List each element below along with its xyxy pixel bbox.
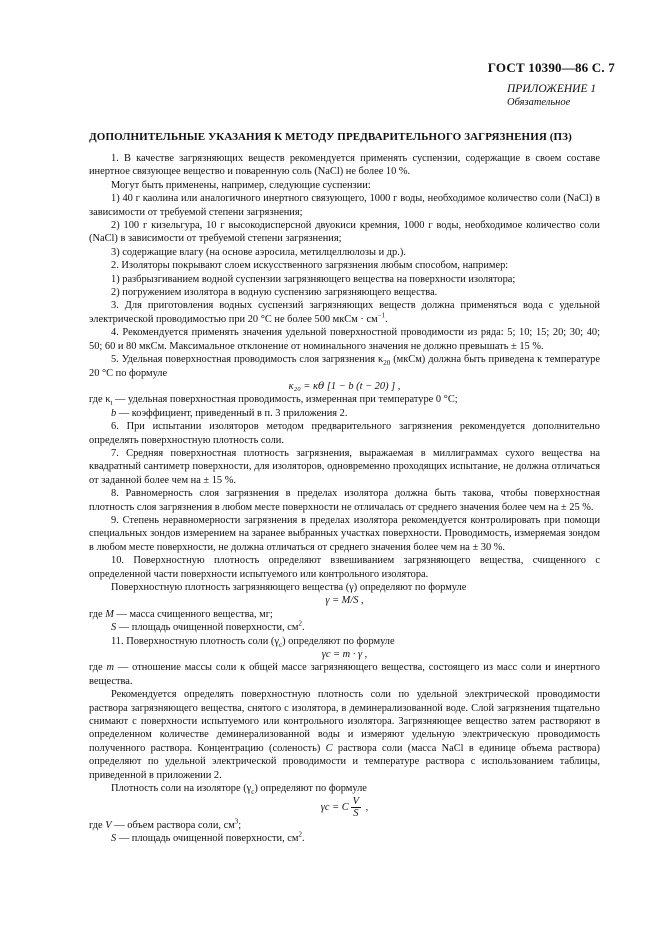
- paragraph-7: 7. Средняя поверхностная плотность загрязнения, выражаемая в миллиграммах сухого вещества на квадратный сантиметр поверхности, для изоляторов, одновременно проходящих испытание, не должна отличаться от заданной более чем на ± 15 %.: [89, 447, 600, 486]
- paragraph-11-a: 11. Поверхностную плотность соли (γ: [111, 635, 279, 647]
- paragraph-10: 10. Поверхностную плотность определяют взвешиванием загрязняющего вещества, счищенного с определенной части поверхности испытуемого или контрольного изолятора.: [89, 555, 600, 580]
- definition-kt: [89, 393, 600, 406]
- paragraph-1: 1. В качестве загрязняющих веществ рекомендуется применять суспензии, содержащие в своем составе инертное связующее вещество и поваренную соль (NaCl) не более 10 %.: [89, 153, 600, 178]
- document-body: [89, 152, 600, 845]
- definition-v-a: где: [89, 819, 106, 831]
- paragraph-2: 2. Изоляторы покрывают слоем искусственного загрязнения любым способом, например:: [111, 260, 509, 272]
- definition-s-end: .: [301, 622, 305, 634]
- formula-surface-density: γ = M/S ,: [325, 595, 364, 607]
- formula-4-fraction: [351, 796, 361, 819]
- appendix-label: ПРИЛОЖЕНИЕ 1: [507, 83, 597, 95]
- list-item-1-1: 1) 40 г каолина или аналогичного инертного связующего, 1000 г воды, необходимое количество соли (NaCl) в зависимости от требуемой степени загрязнения;: [89, 193, 600, 218]
- paragraph-11-b: ) определяют по формуле: [282, 635, 395, 647]
- definition-m: [89, 608, 600, 621]
- definition-s: [89, 621, 600, 634]
- paragraph-10-formula-intro: Поверхностную плотность загрязняющего вещества (γ) определяют по формуле: [111, 582, 467, 593]
- paragraph-5-sub: 20: [383, 359, 391, 368]
- definition-s-var: S: [111, 622, 117, 634]
- definition-s2-var: S: [111, 832, 117, 844]
- definition-v: [89, 819, 600, 832]
- definition-m-var: M: [105, 608, 114, 620]
- list-item-1-2: 2) 100 г кизельгура, 10 г высокодисперсной двуокиси кремния, 1000 г воды, необходимое количество соли (NaCl) в зависимости от требуемой степени загрязнения;: [89, 220, 600, 245]
- definition-v-exp: 3: [234, 817, 239, 826]
- formula-conductivity: κ₂₀ = κ𝜃 [1 − b (t − 20) ] ,: [288, 380, 401, 392]
- definition-s-text: — площадь очищенной поверхности, см: [116, 622, 299, 634]
- formula-4-lhs: γc = C: [320, 801, 349, 813]
- paragraph-5-text-a: 5. Удельная поверхностная проводимость слоя загрязнения κ: [111, 354, 384, 366]
- definition-kt-b: — удельная поверхностная проводимость, измеренная при температуре 0 °С;: [112, 394, 458, 406]
- definition-s2: [89, 832, 600, 845]
- definition-kt-a: где κ: [89, 394, 111, 406]
- formula-salt-density: γc = m · γ ,: [321, 649, 368, 661]
- paragraph-1-intro: Могут быть применены, например, следующие суспензии:: [111, 179, 371, 191]
- definition-mass-ratio: [89, 661, 600, 688]
- definition-mass-ratio-text: — отношение массы соли к общей массе загрязняющего вещества, состоящего из масс соли и инертного вещества.: [89, 662, 600, 687]
- definition-v-var: V: [105, 819, 112, 831]
- paragraph-13: [89, 782, 600, 795]
- paragraph-3-text: 3. Для приготовления водных суспензий загрязняющих веществ должна применяться вода с удельной электрической проводимостью при 20 °С не более 500 мкСм · см: [89, 300, 600, 325]
- definition-s2-end: .: [301, 832, 305, 844]
- formula-4-denominator: S: [353, 807, 359, 819]
- paragraph-6: 6. При испытании изоляторов методом предварительного загрязнения рекомендуется дополнительно определять поверхностную плотность соли.: [89, 421, 600, 446]
- definition-s-exp: 2: [298, 619, 302, 628]
- list-item-1-3: 3) содержащие влагу (на основе аэросила, метилцеллюлозы и др.).: [111, 246, 406, 258]
- definition-v-text: — объем раствора соли, см: [111, 819, 235, 831]
- paragraph-13-b: ) определяют по формуле: [254, 783, 367, 795]
- formula-4-end: ,: [363, 801, 369, 813]
- definition-kt-sub: t: [110, 399, 113, 408]
- paragraph-4: 4. Рекомендуется применять значения удельной поверхностной проводимости из ряда: 5; 10; 15; 20; 30; 40; 50; 60 и 80 мкСм. Максимальное отклонение от номинального значения не должно превышать ± 15 %.: [89, 327, 600, 352]
- paragraph-11-sub: c: [278, 640, 283, 649]
- page-header: ГОСТ 10390—86 С. 7: [487, 60, 615, 75]
- paragraph-5: [89, 353, 600, 380]
- definition-m-text: — масса счищенного вещества, мг;: [113, 608, 273, 620]
- definition-mass-ratio-var: m: [106, 662, 115, 674]
- appendix-status: Обязательное: [507, 97, 571, 108]
- section-title: ДОПОЛНИТЕЛЬНЫЕ УКАЗАНИЯ К МЕТОДУ ПРЕДВАРИТЕЛЬНОГО ЗАГРЯЗНЕНИЯ (ПЗ): [89, 131, 572, 143]
- formula-salt-density-volume: [89, 796, 600, 819]
- paragraph-3: [89, 299, 600, 326]
- paragraph-3-end: .: [385, 313, 388, 325]
- paragraph-12: [89, 688, 600, 782]
- appendix-label-block: [507, 82, 596, 110]
- paragraph-13-sub: c: [251, 788, 255, 797]
- list-item-2-2: 2) погружением изолятора в водную суспензию загрязняющего вещества.: [111, 287, 438, 299]
- paragraph-8: 8. Равномерность слоя загрязнения в пределах изолятора должна быть такова, чтобы поверхностная плотность слоя загрязнения в любом месте поверхности не отличалась от среднего значения более чем на ± 25 %.: [89, 488, 600, 513]
- paragraph-5-text-b: (мкСм) должна быть приведена к температуре 20 °С по формуле: [89, 354, 600, 379]
- definition-b: [89, 407, 600, 420]
- paragraph-12-b: раствора соли (масса NaCl в единице объема раствора) определяют по удельной электрической проводимости и температуре раствора с использованием таблицы, приведенной в приложении 2.: [89, 742, 600, 781]
- definition-b-var: b: [111, 407, 117, 419]
- definition-mass-ratio-a: где: [89, 662, 107, 674]
- definition-b-text: — коэффициент, приведенный в п. 3 приложения 2.: [116, 407, 348, 419]
- paragraph-12-var: C: [325, 742, 333, 754]
- definition-v-end: ;: [238, 819, 242, 831]
- definition-s2-text: — площадь очищенной поверхности, см: [116, 832, 299, 844]
- paragraph-12-a: Рекомендуется определять поверхностную плотность соли по удельной электрической проводимости раствора загрязняющего вещества, снятого с изолятора, в деминерализованной воде. Слой загрязнения тщательно снимают с поверхности испытуемого или контрольного изолятора. Загрязняющее вещество затем растворяют в определенном количестве деминерализованной воды и измеряют удельную электрическую проводимость полученного раствора. Концентрацию (соленость): [89, 689, 600, 754]
- paragraph-13-a: Плотность соли на изоляторе (γ: [111, 783, 252, 795]
- definition-s2-exp: 2: [298, 830, 302, 839]
- definition-m-a: где: [89, 608, 106, 620]
- paragraph-9: 9. Степень неравномерности загрязнения в пределах изолятора рекомендуется контролировать при помощи специальных зондов измерением на заранее выбранных участках поверхности. Проводимость, измеряемая зондом в любом месте поверхности, не должна отличаться от среднего значения более чем на ± 30 %.: [89, 514, 600, 553]
- paragraph-11: [89, 635, 600, 648]
- list-item-2-1: 1) разбрызгиванием водной суспензии загрязняющего вещества на поверхности изолятора;: [111, 273, 516, 285]
- formula-4-numerator: V: [352, 795, 359, 807]
- paragraph-3-exponent: −1: [377, 311, 386, 320]
